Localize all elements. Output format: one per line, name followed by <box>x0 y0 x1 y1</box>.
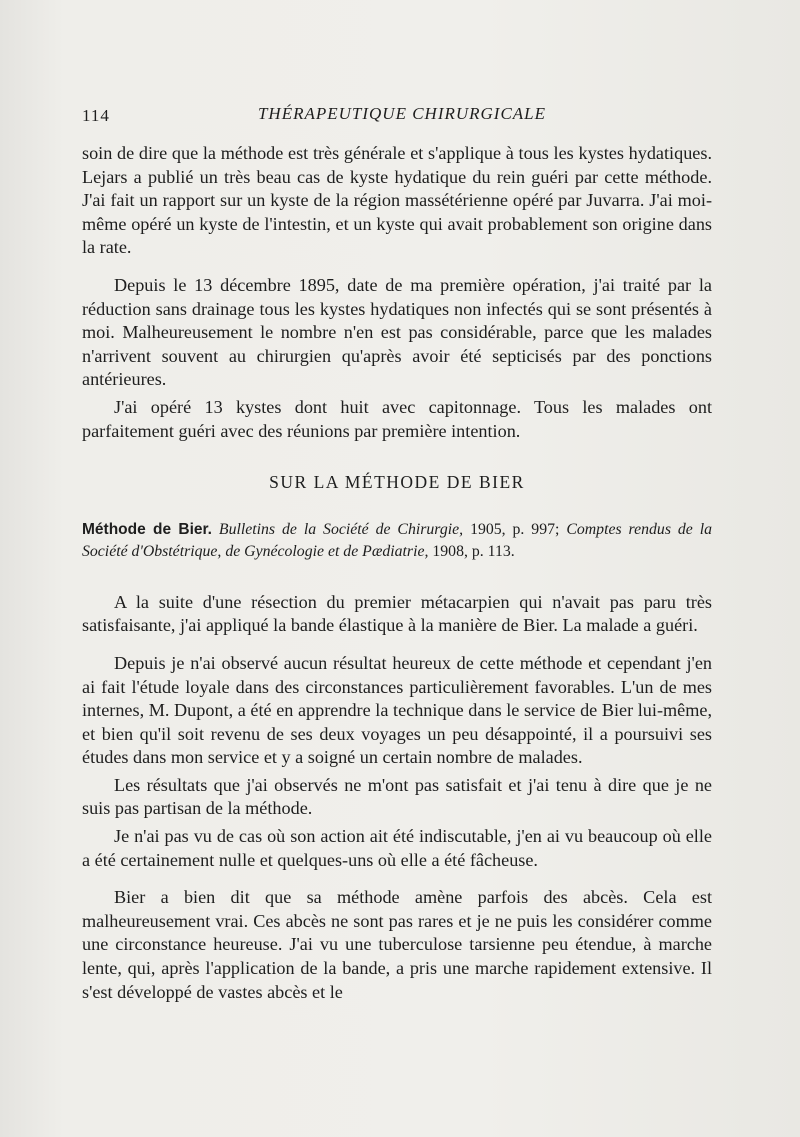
paragraph-2: Depuis le 13 décembre 1895, date de ma première opération, j'ai traité par la réduction sans drainage tous les kystes hydatiques non infectés qui se sont présentés à moi. Malheureusement le nombre n'en est pas considérable, parce que les malades n'arrivent souvent au chirurgien qu'après avoir été septicisés par des ponctions antérieures. <box>82 274 712 390</box>
paragraph-5: Depuis je n'ai observé aucun résultat heureux de cette méthode et cependant j'en ai fait l'étude loyale dans des circonstances particulièrement favorables. L'un de mes internes, M. Dupont, a été en apprendre la technique dans le service de Bier lui-même, et bien qu'il soit revenu de ses deux voyages un peu désappointé, il a poursuivi ses études dans mon service et y a soigné un certain nombre de malades. <box>82 652 712 768</box>
bibliographic-reference <box>82 519 712 563</box>
reference-title: Méthode de Bier. <box>82 520 212 538</box>
body-text <box>82 142 712 1004</box>
page-number: 114 <box>82 106 110 125</box>
paragraph-4: A la suite d'une résection du premier métacarpien qui n'avait pas paru très satisfaisante, j'ai appliqué la bande élastique à la manière de Bier. La malade a guéri. <box>82 591 712 636</box>
paragraph-6: Les résultats que j'ai observés ne m'ont pas satisfait et j'ai tenu à dire que je ne suis pas partisan de la méthode. <box>82 774 712 819</box>
paragraph-3: J'ai opéré 13 kystes dont huit avec capitonnage. Tous les malades ont parfaitement guéri avec des réunions par première intention. <box>82 396 712 441</box>
reference-source-1: Bulletins de la Société de Chirurgie, <box>218 520 464 538</box>
reference-detail-1: 1905, p. 997; <box>470 520 560 538</box>
paragraph-8: Bier a bien dit que sa méthode amène parfois des abcès. Cela est malheureusement vrai. Ces abcès ne sont pas rares et je ne puis les considérer comme une circonstance heureuse. J'ai vu une tuberculose tarsienne peu étendue, à marche lente, qui, après l'application de la bande, a pris une marche rapidement extensive. Il s'est développé de vastes abcès et le <box>82 887 712 1002</box>
reference-source-2: Comptes rendus de la Société d'Obstétrique, de Gynécologie et de Pædiatrie, <box>82 520 713 560</box>
section-heading: SUR LA MÉTHODE DE BIER <box>269 472 525 493</box>
paragraph-7: Je n'ai pas vu de cas où son action ait été indiscutable, j'en ai vu beaucoup où elle a été certainement nulle et quelques-uns où elle a été fâcheuse. <box>82 826 712 870</box>
reference-detail-2: 1908, p. 113. <box>432 542 515 560</box>
paragraph-1: soin de dire que la méthode est très générale et s'applique à tous les kystes hydatiques. Lejars a publié un très beau cas de kyste hydatique du rein guéri par cette méthode. J'ai fait un rapport sur un kyste de la région massétérienne opéré par Juvarra. J'ai moi-même opéré un kyste de l'intestin, et un kyste qui avait probablement son origine dans la rate. <box>82 143 712 258</box>
running-title: THÉRAPEUTIQUE CHIRURGICALE <box>257 104 547 123</box>
page-header <box>82 100 722 130</box>
